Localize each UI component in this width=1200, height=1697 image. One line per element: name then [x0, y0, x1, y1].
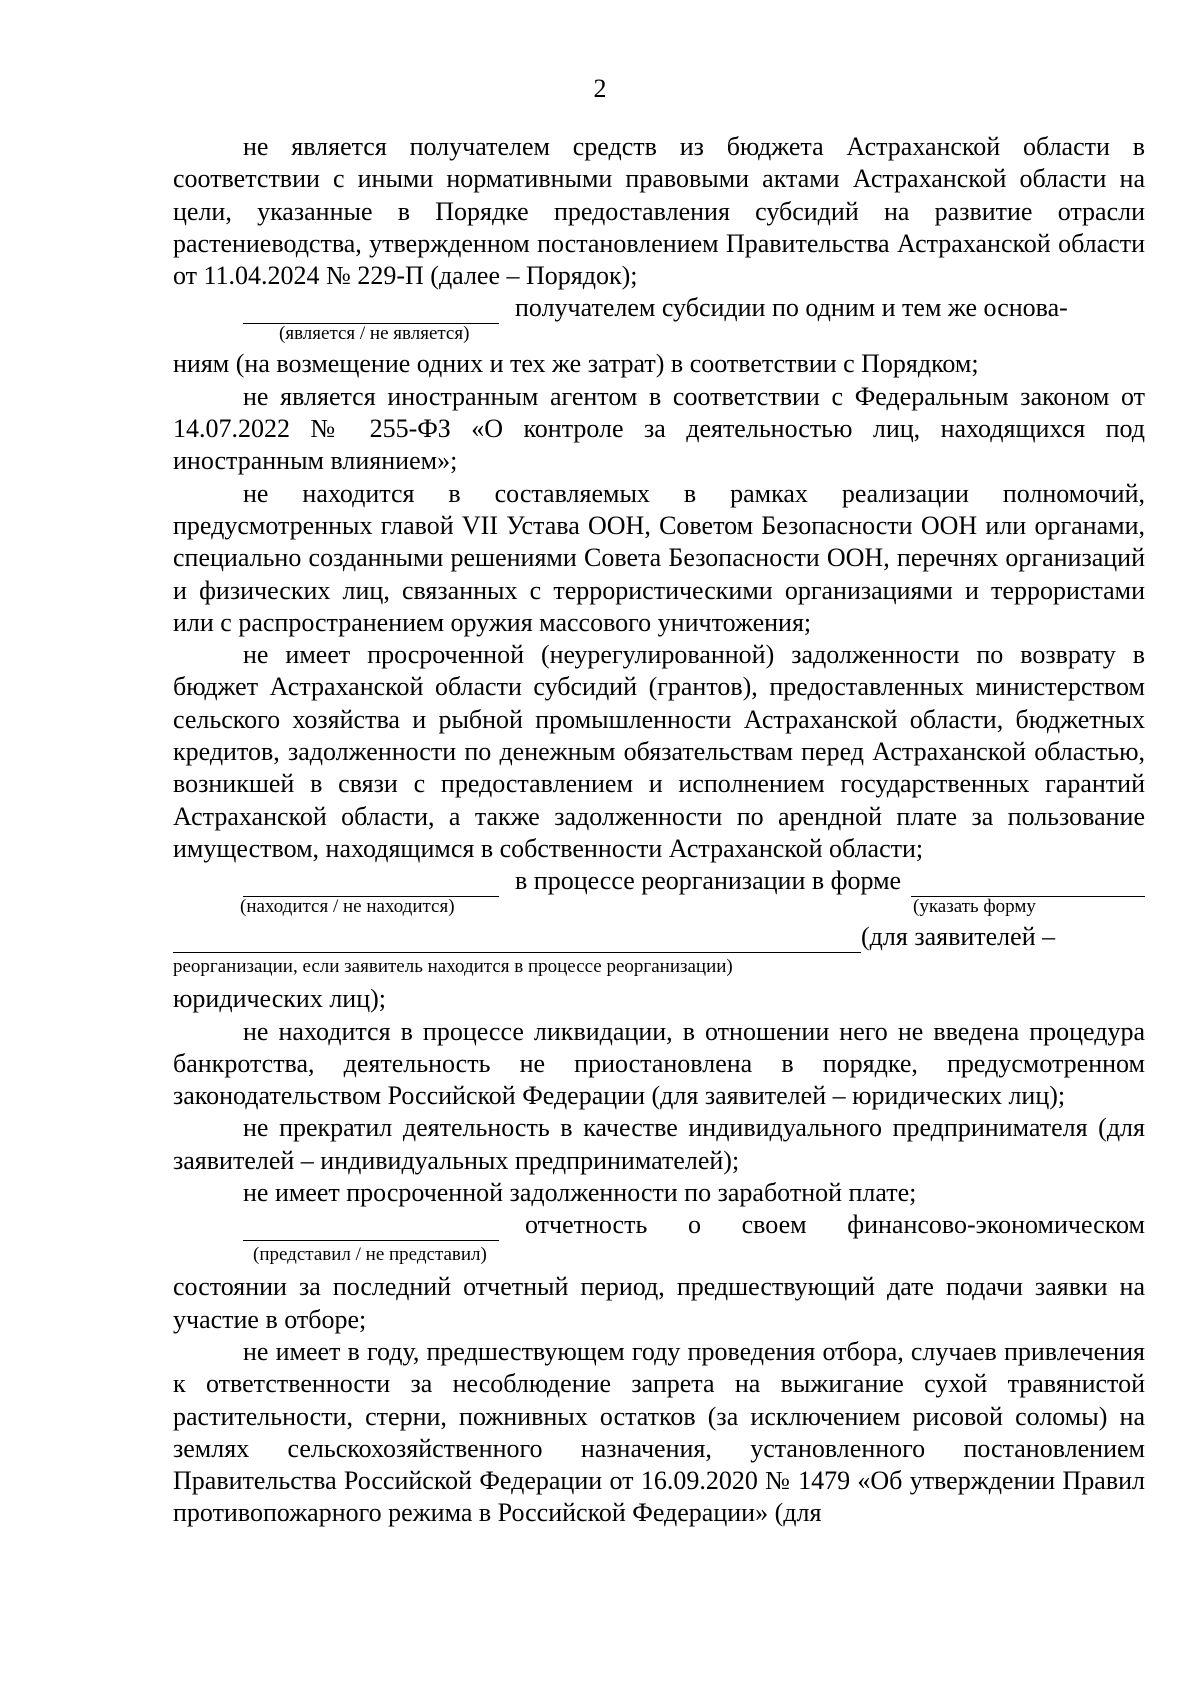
fill-line-reorganization	[173, 865, 1145, 897]
hint-report-status: (представил / не представил)	[253, 1244, 487, 1266]
paragraph-un-lists: не находится в составляемых в рамках реализации полномочий, предусмотренных главой VII Устава ООН, Советом Безопасности ООН или органами, специально созданными решениями Совета Безопасности ООН, перечнях организаций и физических лиц, связанных с террористическими организациями и террористами или с распространением оружия массового уничтожения;	[173, 478, 1145, 637]
paragraph-entrepreneur: не прекратил деятельность в качестве индивидуального предпринимателя (для заявителей – индивидуальных предпринимателей);	[173, 1113, 1145, 1175]
fill-line-subsidy-recipient	[173, 292, 1145, 324]
paragraph-report-cont: состоянии за последний отчетный период, предшествующий дате подачи заявки на участие в отборе;	[173, 1272, 1145, 1334]
hint-is-recipient: (является / не является)	[279, 323, 470, 345]
paragraph-liquidation: не находится в процессе ликвидации, в отношении него не введена процедура банкротства, деятельность не приостановлена в порядке, предусмотренном законодательством Российской Федерации (для заявителей – юридических лиц);	[173, 1016, 1145, 1111]
hint-reorg-status: (находится / не находится)	[240, 896, 455, 918]
paragraph-burning-ban: не имеет в году, предшествующем году проведения отбора, случаев привлечения к ответственности за несоблюдение запрета на выжигание сухой травянистой растительности, стерни, пожнивных остатков (за исключением рисовой соломы) на землях сельскохозяйственного назначения, установленного постановлением Правительства Российской Федерации от 16.09.2020 № 1479 «Об утверждении Правил противопожарного режима в Российской Федерации» (для	[173, 1336, 1145, 1528]
fill-line-report	[173, 1209, 1145, 1241]
blank-reorg-form[interactable]	[911, 872, 1145, 897]
reorg-tail-text: (для заявителей –	[861, 921, 1056, 951]
hint-row-reorg-2	[173, 957, 1145, 983]
hint-row-reorg	[173, 897, 1145, 921]
paragraph-recipient-cont: ниям (на возмещение одних и тех же затрат) в соответствии с Порядком;	[173, 349, 979, 379]
page-number: 2	[593, 74, 607, 103]
paragraph-debt: не имеет просроченной (неурегулированной) задолженности по возврату в бюджет Астраханской области субсидий (грантов), предоставленных министерством сельского хозяйства и рыбной промышленности Астраханской области, бюджетных кредитов, задолженности по денежным обязательствам перед Астраханской областью, возникшей в связи с предоставлением и исполнением государственных гарантий Астраханской области, а также задолженности по арендной плате за пользование имуществом, находящимся в собственности Астраханской области;	[173, 640, 1145, 863]
subsidy-recipient-text: получателем субсидии по одним и тем же основа-	[515, 293, 1068, 323]
paragraph-wage-debt: не имеет просроченной задолженности по заработной плате;	[243, 1178, 917, 1208]
blank-report-status[interactable]	[243, 1216, 499, 1241]
blank-reorg-status[interactable]	[243, 872, 499, 897]
paragraph-reorg-cont: юридических лиц);	[173, 984, 387, 1014]
hint-reorg-form-cont: реорганизации, если заявитель находится в процессе реорганизации)	[173, 956, 733, 978]
hint-reorg-form: (указать форму	[913, 896, 1036, 918]
blank-is-recipient[interactable]	[243, 299, 499, 324]
fill-line-reorg-form-cont	[173, 921, 1145, 953]
blank-reorg-form-cont[interactable]	[173, 928, 861, 953]
paragraph-foreign-agent: не является иностранным агентом в соответствии с Федеральным законом от 14.07.2022 № 255-ФЗ «О контроле за деятельностью лиц, находящихся под иностранным влиянием»;	[173, 381, 1145, 476]
hint-row-recipient	[173, 324, 1145, 348]
paragraph-budget-recipient: не является получателем средств из бюджета Астраханской области в соответствии с иными нормативными правовыми актами Астраханской области на цели, указанные в Порядке предоставления субсидий на развитие отрасли растениеводства, утвержденном постановлением Правительства Астраханской области от 11.04.2024 № 229-П (далее – Порядок);	[173, 132, 1145, 291]
report-text: отчетность о своем финансово-экономическом	[525, 1210, 1145, 1240]
hint-row-report	[173, 1241, 1145, 1271]
document-body	[173, 131, 1145, 1530]
reorg-text: в процессе реорганизации в форме	[515, 865, 902, 895]
